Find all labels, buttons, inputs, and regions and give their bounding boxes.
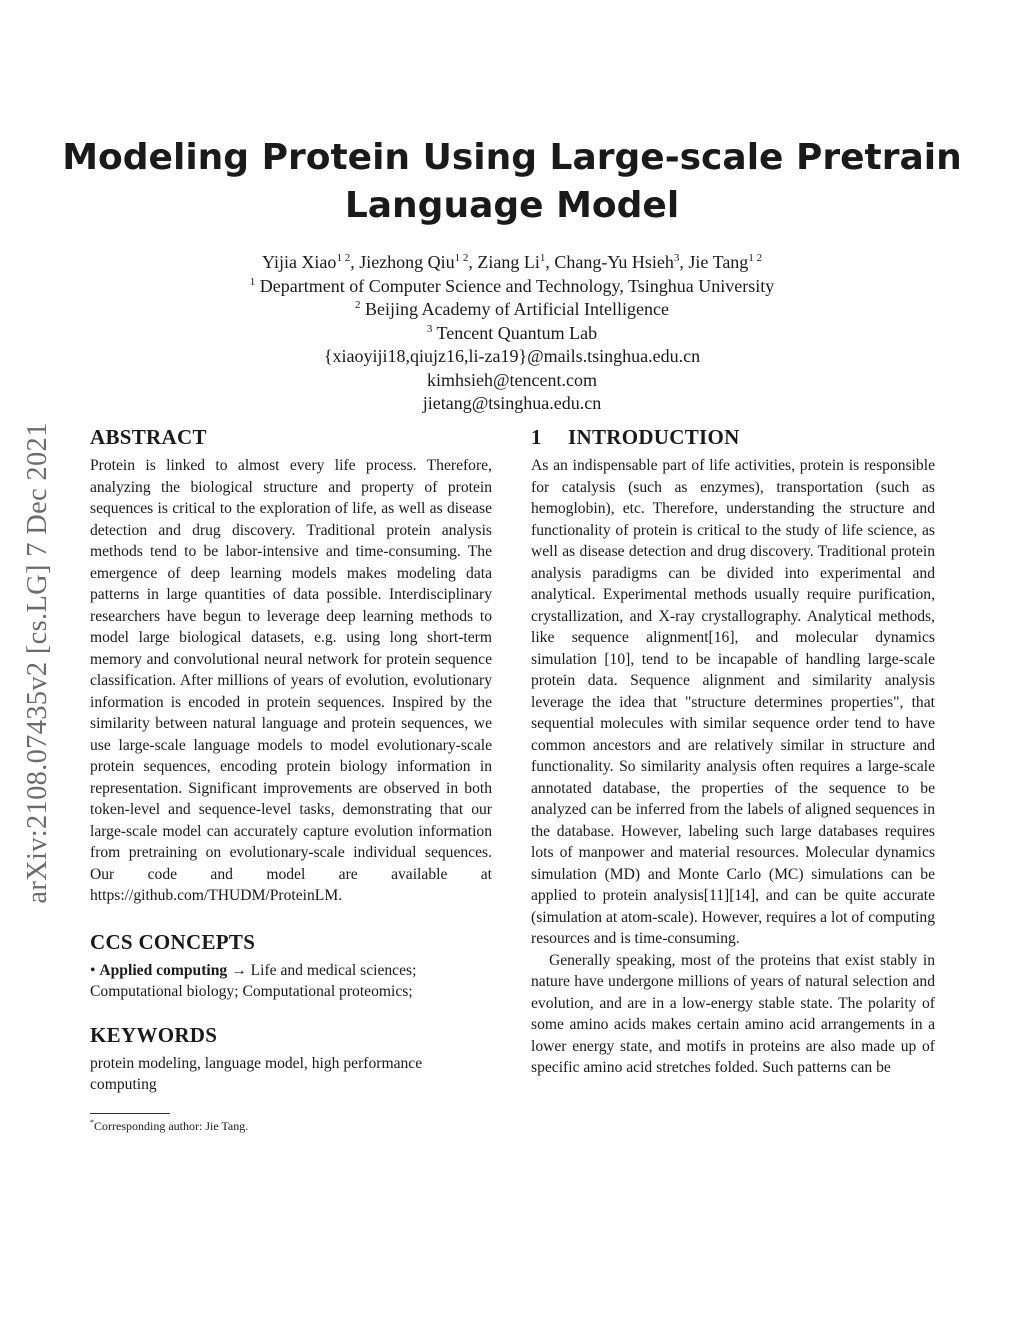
author-affiliation-mark: 1 2 [454,252,469,264]
author-list [100,251,924,275]
section-title: INTRODUCTION [568,425,740,449]
footnote-mark: * [90,1117,94,1127]
keywords-text: protein modeling, language model, high performance computing [90,1054,423,1093]
author-block [100,251,924,416]
abstract-heading: ABSTRACT [90,425,207,449]
author-affiliation-mark: 1 [539,252,546,264]
right-column [531,423,935,1079]
author: Jiezhong Qiu$^{1 2}$, [359,252,478,272]
left-column [90,423,492,1134]
ccs-category: Applied computing [99,961,228,979]
footnote-divider [90,1113,170,1114]
author-affiliation-mark: 1 2 [748,252,763,264]
email-3: jietang@tsinghua.edu.cn [422,393,602,413]
abstract-text: Protein is linked to almost every life process. Therefore, analyzing the biological structure and property of protein sequences is critical to the exploration of life, as well as disease detection and drug discovery. Traditional protein analysis methods tend to be labor-intensive and time-consuming. The emergence of deep learning models makes modeling data patterns in large quantities of data possible. Interdisciplinary researchers have begun to leverage deep learning methods to model large biological datasets, e.g. using long short-term memory and convolutional neural network for protein sequence classification. After millions of years of evolution, evolutionary information is encoded in protein sequences. Inspired by the similarity between natural language and protein sequences, we use large-scale language models to model evolutionary-scale protein sequences, encoding protein biology information in representation. Significant improvements are observed in both token-level and sequence-level tasks, demonstrating that our large-scale model can accurately capture evolution information from pretraining on evolutionary-scale individual sequences. Our code and model are available at https://github.com/THUDM/ProteinLM. [90,457,492,904]
keywords-heading: KEYWORDS [90,1022,218,1047]
title-line-2: Language Model [344,185,680,226]
footnote [90,1118,492,1134]
ccs-subcategories: Life and medical sciences; Computational biology; Computational proteomics; [90,961,417,1000]
title-line-1: Modeling Protein Using Large-scale Pretrain [62,137,962,178]
author: Chang-Yu Hsieh$^3$, [554,252,689,272]
ccs-bullet: • [90,961,96,979]
arxiv-identifier-stamp [8,365,68,960]
introduction-paragraph-2: Generally speaking, most of the proteins that exist stably in nature have undergone millions of years of natural selection and evolution, and are in a low-energy stable state. The polarity of some amino acids makes certain amino acid arrangements in a lower energy state, and motifs in proteins are also made up of specific amino acid stretches folded. Such patterns can be [531,951,935,1076]
introduction-paragraph-1: As an indispensable part of life activities, protein is responsible for catalysis (such as enzymes), transportation (such as hemoglobin), etc. Therefore, understanding the structure and functionality of protein is critical to the study of life science, as well as disease detection and drug discovery. Traditional protein analysis paradigms can be divided into experimental and analytical. Experimental methods usually require purification, crystallization, and X-ray crystallography. Analytical methods, like sequence alignment[16], and molecular dynamics simulation [10], tend to be incapable of handling large-scale protein data. Sequence alignment and similarity analysis leverage the idea that "structure determines properties", that sequential molecules with similar sequence order tend to have common ancestors and are relatively similar in structure and functionality. So similarity analysis often requires a large-scale annotated database, the properties of the sequence to be analyzed can be inferred from the labels of aligned sequences in the database. However, labeling such large databases requires lots of manpower and material resources. Molecular dynamics simulation (MD) and Monte Carlo (MC) simulations can be applied to protein analysis[11][14], and can be quite accurate (simulation at atom-scale). However, requires a lot of computing resources and is time-consuming. [531,457,935,947]
arxiv-identifier-text: arXiv:2108.07435v2 [cs.LG] 7 Dec 2021 [22,421,53,904]
section-number: 1 [531,425,542,449]
email-2: kimhsieh@tencent.com [426,369,598,390]
affiliation-3: $^3$ Tencent Quantum Lab [426,322,598,343]
author: Ziang Li$^1$, [477,252,555,272]
affiliation-2: $^2$ Beijing Academy of Artificial Intelligence [355,299,669,319]
author: Yijia Xiao$^{1 2}$, [261,252,360,272]
ccs-arrow: → [231,961,247,979]
email-1: {xiaoyiji18,qiujz16,li-za19}@mails.tsinghua.edu.cn [323,346,701,366]
author-affiliation-mark: 1 2 [336,252,351,264]
affiliation-1: $^1$ Department of Computer Science and Technology, Tsinghua University [249,275,775,296]
introduction-heading [531,423,935,451]
ccs-concepts-heading: CCS CONCEPTS [90,929,256,954]
paper-title [60,134,964,230]
ccs-concepts-text [90,960,492,1003]
author-affiliation-mark: 3 [673,252,680,264]
author: Jie Tang$^{1 2}$ [688,252,763,272]
footnote-text: Corresponding author: Jie Tang. [94,1118,249,1133]
